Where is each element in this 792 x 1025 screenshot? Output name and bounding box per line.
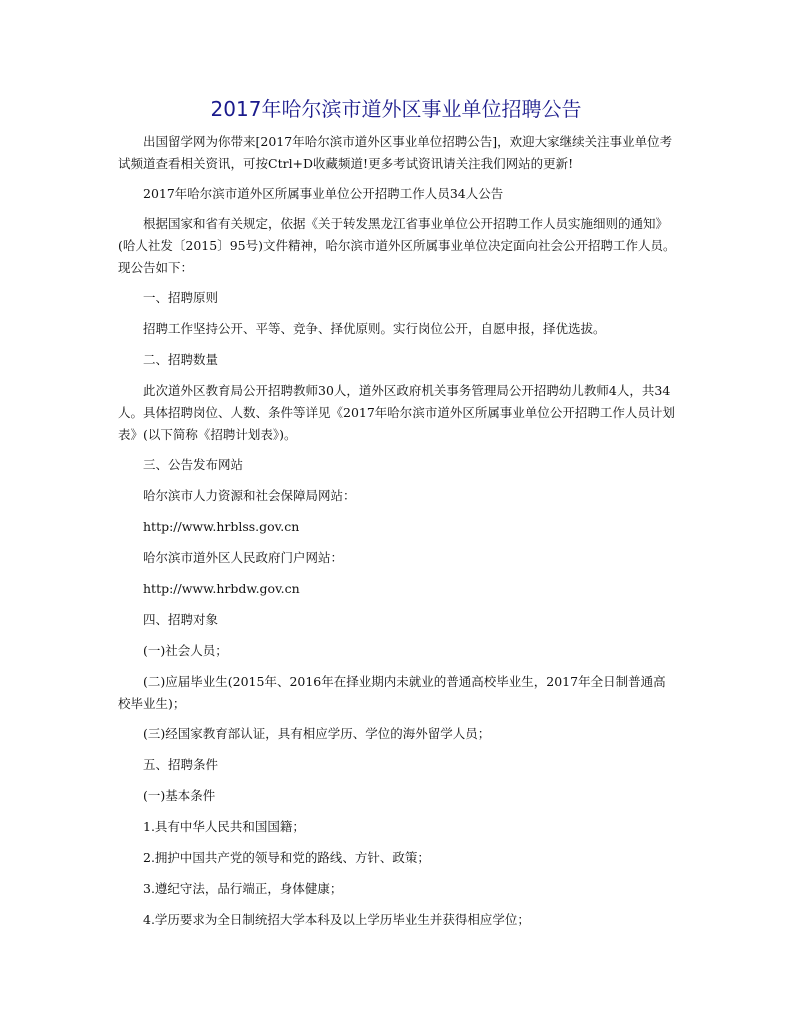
list-item: (一)社会人员； bbox=[143, 643, 228, 658]
announcement-subtitle: 2017年哈尔滨市道外区所属事业单位公开招聘工作人员34人公告 bbox=[143, 186, 504, 201]
intro-paragraph: 出国留学网为你带来[2017年哈尔滨市道外区事业单位招聘公告]，欢迎大家继续关注事业单位考试频道查看相关资讯，可按Ctrl+D收藏频道!更多考试资讯请关注我们网站的更新! bbox=[118, 134, 673, 171]
quantity-paragraph: 此次道外区教育局公开招聘教师30人，道外区政府机关事务管理局公开招聘幼儿教师4人，共34人。具体招聘岗位、人数、条件等详见《2017年哈尔滨市道外区所属事业单位公开招聘工作人员计划表》(以下简称《招聘计划表》)。 bbox=[118, 383, 675, 442]
list-item: 1.具有中华人民共和国国籍； bbox=[143, 819, 305, 834]
subsection-heading: (一)基本条件 bbox=[143, 788, 216, 803]
website-label: 哈尔滨市道外区人民政府门户网站： bbox=[143, 550, 344, 565]
document-body bbox=[118, 131, 678, 940]
list-item: 3.遵纪守法，品行端正，身体健康； bbox=[143, 881, 343, 896]
list-item: (三)经国家教育部认证，具有相应学历、学位的海外留学人员； bbox=[143, 726, 491, 741]
principle-paragraph: 招聘工作坚持公开、平等、竞争、择优原则。实行岗位公开，自愿申报，择优选拔。 bbox=[143, 321, 606, 336]
list-item: 2.拥护中国共产党的领导和党的路线、方针、政策； bbox=[143, 850, 430, 865]
section-heading: 五、招聘条件 bbox=[143, 757, 219, 772]
basis-paragraph: 根据国家和省有关规定，依据《关于转发黑龙江省事业单位公开招聘工作人员实施细则的通知》(哈人社发〔2015〕95号)文件精神，哈尔滨市道外区所属事业单位决定面向社会公开招聘工作人员。现公告如下： bbox=[118, 216, 676, 275]
section-heading: 三、公告发布网站 bbox=[143, 457, 244, 472]
section-heading: 二、招聘数量 bbox=[143, 352, 219, 367]
list-item: 4.学历要求为全日制统招大学本科及以上学历毕业生并获得相应学位； bbox=[143, 912, 530, 927]
page-title: 2017年哈尔滨市道外区事业单位招聘公告 bbox=[210, 97, 582, 121]
website-url: http://www.hrbdw.gov.cn bbox=[143, 581, 300, 596]
section-heading: 四、招聘对象 bbox=[143, 612, 219, 627]
website-url: http://www.hrblss.gov.cn bbox=[143, 519, 300, 534]
section-heading: 一、招聘原则 bbox=[143, 290, 219, 305]
website-label: 哈尔滨市人力资源和社会保障局网站： bbox=[143, 488, 356, 503]
list-item: (二)应届毕业生(2015年、2016年在择业期内未就业的普通高校毕业生，2017年全日制普通高校毕业生)； bbox=[118, 674, 666, 711]
